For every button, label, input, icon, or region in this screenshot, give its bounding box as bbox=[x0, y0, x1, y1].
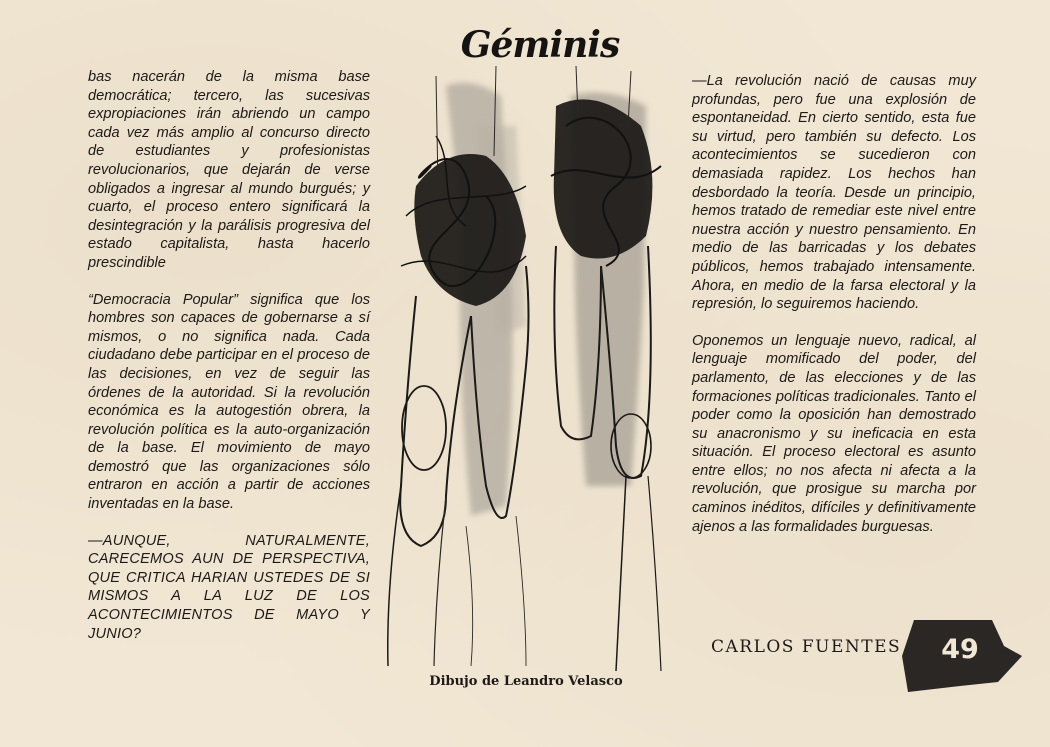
left-paragraph-1: bas nacerán de la misma base democrática; tercero, las sucesivas expropiaciones irán abriendo un campo cada vez más amplio al concurso directo de estudiantes y profesionistas revolucionarios, que dejarán de verse obligados a ingresar al mundo burgués; y cuarto, el proceso entero significará la desintegración y la parálisis progresiva del estado capitalista, hasta hacerlo prescindible bbox=[88, 69, 370, 271]
right-paragraph-1: —La revolución nació de causas muy profundas, pero fue una explosión de espontaneidad. En cierto sentido, esta fue su virtud, pero también su defecto. Los acontecimientos se sucedieron con demasiada rapidez. Los hechos han desbordado la teoría. Desde un principio, hemos tratado de remediar este nivel entre nuestra acción y nuestro pensamiento. En medio de las barricadas y los debates públicos, hemos trabajado intensamente. Ahora, en medio de la farsa electoral y la represión, lo seguiremos haciendo. bbox=[692, 73, 976, 313]
right-paragraph-2: Oponemos un lenguaje nuevo, radical, al lenguaje momificado del poder, del parlamento, de las elecciones y de las formaciones políticas tradicionales. Tanto el poder como la oposición han demostrado su anacronismo y su ineficacia en esta situación. El proceso electoral es asunto entre ellos; no nos afecta ni afecta a la revolución, que prosigue su marcha por caminos inéditos, difíciles y definitivamente ajenos a las formalidades burguesas. bbox=[692, 332, 976, 535]
left-column bbox=[88, 68, 370, 661]
author-name: CARLOS FUENTES bbox=[711, 637, 902, 657]
right-column bbox=[692, 72, 976, 554]
left-paragraph-2: “Democracia Popular” significa que los hombres son capaces de gobernarse a sí mismos, o no significa nada. Cada ciudadano debe participar en el proceso de las decisiones, en vez de seguir las órdenes de la autoridad. Si la revolución económica es la autogestión obrera, la revolución política es la auto-organización de la base. El movimiento de mayo demostró que las organizaciones sólo entraron en acción a partir de acciones inventadas en la base. bbox=[88, 291, 370, 513]
ink-drawing-illustration bbox=[376, 66, 676, 674]
interview-question: —AUNQUE, NATURALMENTE, CARECEMOS AUN DE PERSPECTIVA, QUE CRITICA HARIAN USTEDES DE SI MISMOS A LA LUZ DE LOS ACONTECIMIENTOS DE MAYO Y JUNIO? bbox=[88, 532, 370, 642]
page-number: 49 bbox=[941, 634, 979, 665]
page-title: Géminis bbox=[460, 24, 620, 66]
illustration-caption: Dibujo de Leandro Velasco bbox=[429, 674, 623, 689]
